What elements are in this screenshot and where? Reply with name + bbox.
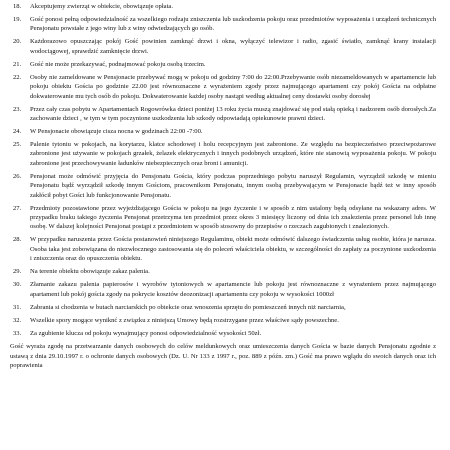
rule-item: [10, 105, 436, 124]
rule-number: 28.: [13, 236, 22, 244]
rule-item: [10, 172, 436, 200]
rule-number: 20.: [13, 38, 22, 46]
rule-text: Wszelkie spory mogące wyniknć z związku z niniejszą Umowy będą rozstrzygane przez właściwe sądy powszechne.: [30, 316, 339, 324]
rule-number: 22.: [13, 73, 22, 81]
rule-text: Przez cały czas pobytu w Apartamentach Rogowrówka dzieci poniżej 13 roku życia muszą znajdować się pod stałą opieką i nadzorem osób dorosłych.Za zachowanie dzieci , w tym w tym poczynione uszkodzenia lub szkody odpowiadają opiekunowie prawni dzieci.: [30, 105, 436, 123]
rule-item: [10, 2, 436, 11]
rule-item: [10, 60, 436, 69]
rule-item: [10, 329, 436, 338]
rule-item: [10, 127, 436, 136]
rule-number: 25.: [13, 141, 22, 149]
rule-item: [10, 73, 436, 101]
rule-number: 29.: [13, 268, 22, 276]
rule-number: 32.: [13, 316, 22, 324]
rule-text: Zabrania si chodzenia w butach narciarskich po obiekcie oraz wnoszenia sprzętu do pomieszczeń innych niż narciarnia,: [30, 303, 346, 311]
rule-text: Złamanie zakazu palenia papierosów i wyrobów tytoniowych w apartamencie lub pokoju jest równoznaczne z wyrażeniem przez najmującego apartament lub pokój gościa zgody na pokrycie kosztów deozonizacji apartamentu czy pokoju w wysokości 1000zł: [30, 281, 436, 298]
rule-number: 21.: [13, 60, 22, 68]
rule-text: Palenie tytoniu w pokojach, na korytarzu, klatce schodowej i holu recepcyjnym jest zabronione. Ze względu na bezpieczeństwo przeciwpożarowe zabronione jest używanie w pokojach grzałek, żelazek elektrycznych i innych podobnych urządzeń, które nie stanowią wyposażenia pokoju. W pokoju zabronione jest przechowywanie ładunków niebezpiecznych oraz broni i amunicji.: [30, 141, 436, 167]
rule-text: Przedmioty pozostawione przez wyjeżdżającego Gościa w pokoju na jego życzenie i w sposób z nim ustalony będą odsyłane na wskazany adres. W przypadku braku takiego życzenia Pensjonat przetrzyma ten przedmiot przez okres 3 miesięcy liczony od dnia ich znalezienia przez personel lub innę osobę. W dalszej kolejności Pensjonat postąpi z przedmiotem w sposób stosowny do przepisów o rzeczach zagubionych i znalezionych.: [30, 204, 436, 231]
rule-text: Akceptujemy zwierząt w obiekcie, obowiązuje opłata.: [30, 3, 173, 10]
rule-number: 24.: [13, 128, 22, 136]
data-consent-paragraph: Gość wyraża zgodę na przetwarzanie danych osobowych do celów meldunkowych oraz umieszczenia danych Gościa w bazie danych Pensjonatu zgodnie z ustawą z dnia 29.10.1997 r. o ochronie danych osobowych (Dz. U. Nr 133 z 1997 r., poz. 889 z późn. zm.) Gość ma prawo wglądu do swoich danych oraz ich poprawienia: [10, 343, 436, 369]
rule-text: Za zgubienie klucza od pokoju wynajmujący ponosi odpowiedzialność wysokości 50zł.: [30, 329, 262, 337]
rule-item: [10, 280, 436, 299]
rule-item: [10, 37, 436, 56]
rule-number: 27.: [13, 204, 22, 212]
rule-number: 33.: [13, 329, 22, 337]
rule-item: [10, 316, 436, 325]
rule-number: 23.: [13, 105, 22, 113]
rule-number: 30.: [13, 281, 22, 289]
rule-text: Gość ponosi pełną odpowiedzialność za wszelkiego rodzaju zniszczenia lub uszkodzenia pokoju oraz przedmiotów wyposażenia i urządzeń technicznych Pensjonatu powstałe z jego winy lub z winy odwiedzających go osób.: [30, 16, 436, 33]
rule-number: 19.: [13, 16, 22, 23]
rule-number: 26.: [13, 172, 22, 180]
rule-item: [10, 303, 436, 312]
rule-text: Pensjonat może odmówić przyjęcia do Pensjonatu Gościa, który podczas poprzedniego pobytu naruszył Regulamin, wyrządził szkodę w mieniu Pensjonatu bądź wyrządził szkodę innym Gościom, pracownikom Pensjonatu, innym osobą przebywającym w Pensjonacie bądź też w inny sposób zakłócił pobyt Gości lub funkcjonowanie Pensjonatu.: [30, 172, 436, 199]
rule-item: [10, 267, 436, 276]
rule-text: W przypadku naruszenia przez Gościa postanowień niniejszego Regulaminu, obiekt może odmówić dalszego świadczenia usług osobie, która je narusza. Osoba taka jest zobowiązana do niezwłocznego zastosowania się do poleceń właściciela obiektu, w szczególności do zapłaty za poczynione uszkodzenia i zniszczenia oraz do opuszczenia obiektu.: [30, 236, 436, 263]
rule-item: [10, 235, 436, 263]
rule-text: Osoby nie zameldowane w Pensjonacie przebywać mogą w pokoju od godziny 7:00 do 22:00.Przebywanie osób niezameldowanych w apartamencie lub pokoju obiektu Gościa po godzinie 22.00 jest równoznaczne z wyrażeniem zgody przez najmującego apartament czy pokój Gościa na odpłatne dokwaterowanie mu tych osób do pokoju. Dokwaterowanie każdej osoby nastąpi według aktualnej ceny dostawki osoby dorosłej: [30, 73, 436, 100]
rule-item: [10, 140, 436, 168]
rule-item: [10, 204, 436, 232]
rule-text: Na terenie obiektu obowiązuje zakaz palenia.: [30, 268, 150, 276]
rules-list: [10, 2, 436, 338]
rule-text: Gość nie może przekazywać, podnajmować pokoju osobą trzecim.: [30, 60, 206, 68]
rule-item: [10, 15, 436, 34]
rule-number: 18.: [13, 3, 22, 10]
rule-text: W Pensjonacie obowiązuje cisza nocna w godzinach 22:00 -7:00.: [30, 128, 203, 136]
rule-text: Każdorazowo opuszczając pokój Gość powinien zamknąć drzwi i okna, wyłączyć telewizor i radio, zgasić światło, zamknąć krany instalacji wodociągowej, sprawdzić zamknięcie drzwi.: [30, 38, 436, 55]
rule-number: 31.: [13, 303, 22, 311]
